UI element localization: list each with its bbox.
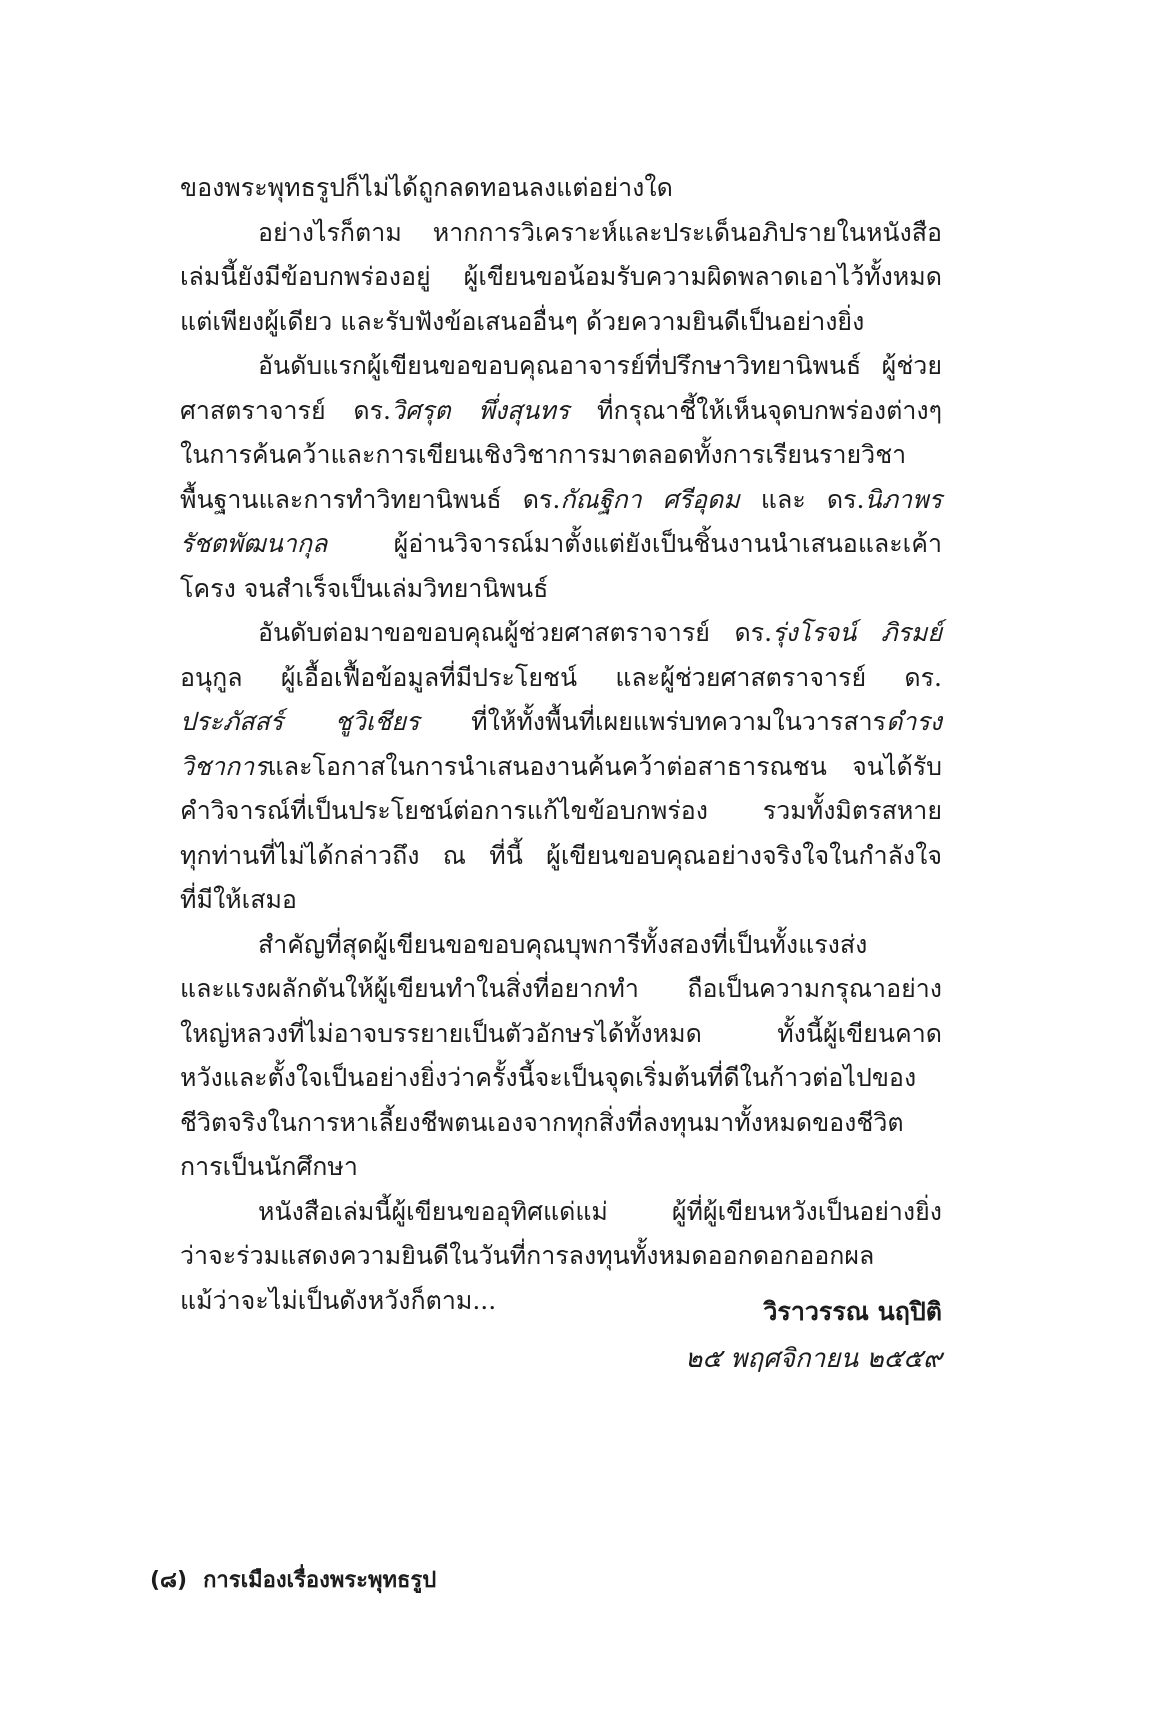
paragraph-5-line-2: และแรงผลักดันให้ผู้เขียนทำในสิ่งที่อยากทำ ถือเป็นความกรุณาอย่าง (180, 974, 942, 1003)
text-segment: และโอกาสในการนำเสนองานค้นคว้าต่อสาธารณชน จนได้รับ (267, 751, 942, 781)
contributor-name-1: รุ่งโรจน์ ภิรมย์ (772, 618, 942, 647)
text-segment: อันดับต่อมาขอขอบคุณผู้ช่วยศาสตราจารย์ ดร. (258, 618, 773, 647)
text-segment: ที่ให้ทั้งพื้นที่เผยแพร่บทความในวารสาร (419, 707, 887, 736)
author-name: วิราวรรณ นฤปิติ (763, 1297, 942, 1326)
signature-block (685, 1290, 942, 1384)
text-segment: ผู้อ่านวิจารณ์มาตั้งแต่ยังเป็นชิ้นงานนำเสนอและเค้า (327, 529, 942, 558)
paragraph-4-line-5: คำวิจารณ์ที่เป็นประโยชน์ต่อการแก้ไขข้อบกพร่อง รวมทั้งมิตรสหาย (180, 796, 942, 825)
paragraph-3-line-3: ในการค้นคว้าและการเขียนเชิงวิชาการมาตลอดทั้งการเรียนรายวิชา (180, 440, 907, 469)
paragraph-4-line-3 (180, 700, 942, 745)
paragraph-5-line-6: การเป็นนักศึกษา (180, 1152, 358, 1181)
preface-body (180, 166, 942, 1323)
signature-date: ๒๕ พฤศจิกายน ๒๕๕๙ (685, 1344, 942, 1374)
running-title: การเมืองเรื่องพระพุทธรูป (203, 1568, 437, 1593)
text-segment: ศาสตราจารย์ ดร. (180, 395, 391, 425)
paragraph-6-line-3: แม้ว่าจะไม่เป็นดังหวังก็ตาม... (180, 1285, 497, 1315)
paragraph-3-line-5 (180, 522, 942, 567)
paragraph-4-line-7: ที่มีให้เสมอ (180, 885, 297, 914)
reader-name-1: กัณฐิกา ศรีอุดม (560, 484, 740, 514)
journal-name-first: ดำรง (886, 707, 942, 736)
paragraph-1-line-1: ของพระพุทธรูปก็ไม่ได้ถูกลดทอนลงแต่อย่างใด (180, 173, 673, 202)
paragraph-3-line-2 (180, 389, 942, 434)
paragraph-4-line-4 (180, 745, 942, 790)
paragraph-5-line-4: หวังและตั้งใจเป็นอย่างยิ่งว่าครั้งนี้จะเป็นจุดเริ่มต้นที่ดีในก้าวต่อไปของ (180, 1063, 917, 1092)
paragraph-5-line-1: สำคัญที่สุดผู้เขียนขอขอบคุณบุพการีทั้งสองที่เป็นทั้งแรงส่ง (258, 929, 868, 959)
advisor-name: วิศรุต พึ่งสุนทร (391, 395, 570, 425)
paragraph-3-line-6: โครง จนสำเร็จเป็นเล่มวิทยานิพนธ์ (180, 573, 549, 603)
paragraph-2-line-2: เล่มนี้ยังมีข้อบกพร่องอยู่ ผู้เขียนขอน้อมรับความผิดพลาดเอาไว้ทั้งหมด (180, 262, 942, 291)
paragraph-5-line-3: ใหญ่หลวงที่ไม่อาจบรรยายเป็นตัวอักษรได้ทั้งหมด ทั้งนี้ผู้เขียนคาด (180, 1018, 942, 1048)
page-footer (150, 1566, 436, 1596)
paragraph-4-line-6: ทุกท่านที่ไม่ได้กล่าวถึง ณ ที่นี้ ผู้เขียนขอบคุณอย่างจริงใจในกำลังใจ (180, 840, 942, 870)
journal-name-last: วิชาการ (180, 751, 268, 781)
paragraph-6-line-1: หนังสือเล่มนี้ผู้เขียนขออุทิศแด่แม่ ผู้ที่ผู้เขียนหวังเป็นอย่างยิ่ง (258, 1196, 942, 1226)
page-number: (๘) (150, 1568, 188, 1593)
paragraph-2-line-3: แต่เพียงผู้เดียว และรับฟังข้อเสนออื่นๆ ด้วยความยินดีเป็นอย่างยิ่ง (180, 306, 865, 336)
reader-name-2-first: นิภาพร (864, 484, 942, 514)
text-segment: ที่กรุณาชี้ให้เห็นจุดบกพร่องต่างๆ (569, 395, 943, 425)
paragraph-4-line-2: อนุกูล ผู้เอื้อเฟื้อข้อมูลที่มีประโยชน์ และผู้ช่วยศาสตราจารย์ ดร. (180, 662, 942, 692)
contributor-name-2: ประภัสสร์ ชูวิเชียร (180, 707, 420, 736)
paragraph-2-line-1: อย่างไรก็ตาม หากการวิเคราะห์และประเด็นอภิปรายในหนังสือ (258, 217, 942, 247)
reader-name-2-last: รัชตพัฒนากุล (180, 529, 328, 558)
paragraph-5-line-5: ชีวิตจริงในการหาเลี้ยงชีพตนเองจากทุกสิ่งที่ลงทุนมาทั้งหมดของชีวิต (180, 1107, 904, 1137)
text-segment: และ ดร. (739, 484, 865, 514)
paragraph-3-line-1: อันดับแรกผู้เขียนขอขอบคุณอาจารย์ที่ปรึกษาวิทยานิพนธ์ ผู้ช่วย (258, 351, 942, 380)
paragraph-6-line-2: ว่าจะร่วมแสดงความยินดีในวันที่การลงทุนทั้งหมดออกดอกออกผล (180, 1241, 875, 1270)
paragraph-3-line-4 (180, 478, 942, 523)
paragraph-4-line-1 (180, 611, 942, 656)
text-segment: พื้นฐานและการทำวิทยานิพนธ์ ดร. (180, 484, 561, 514)
